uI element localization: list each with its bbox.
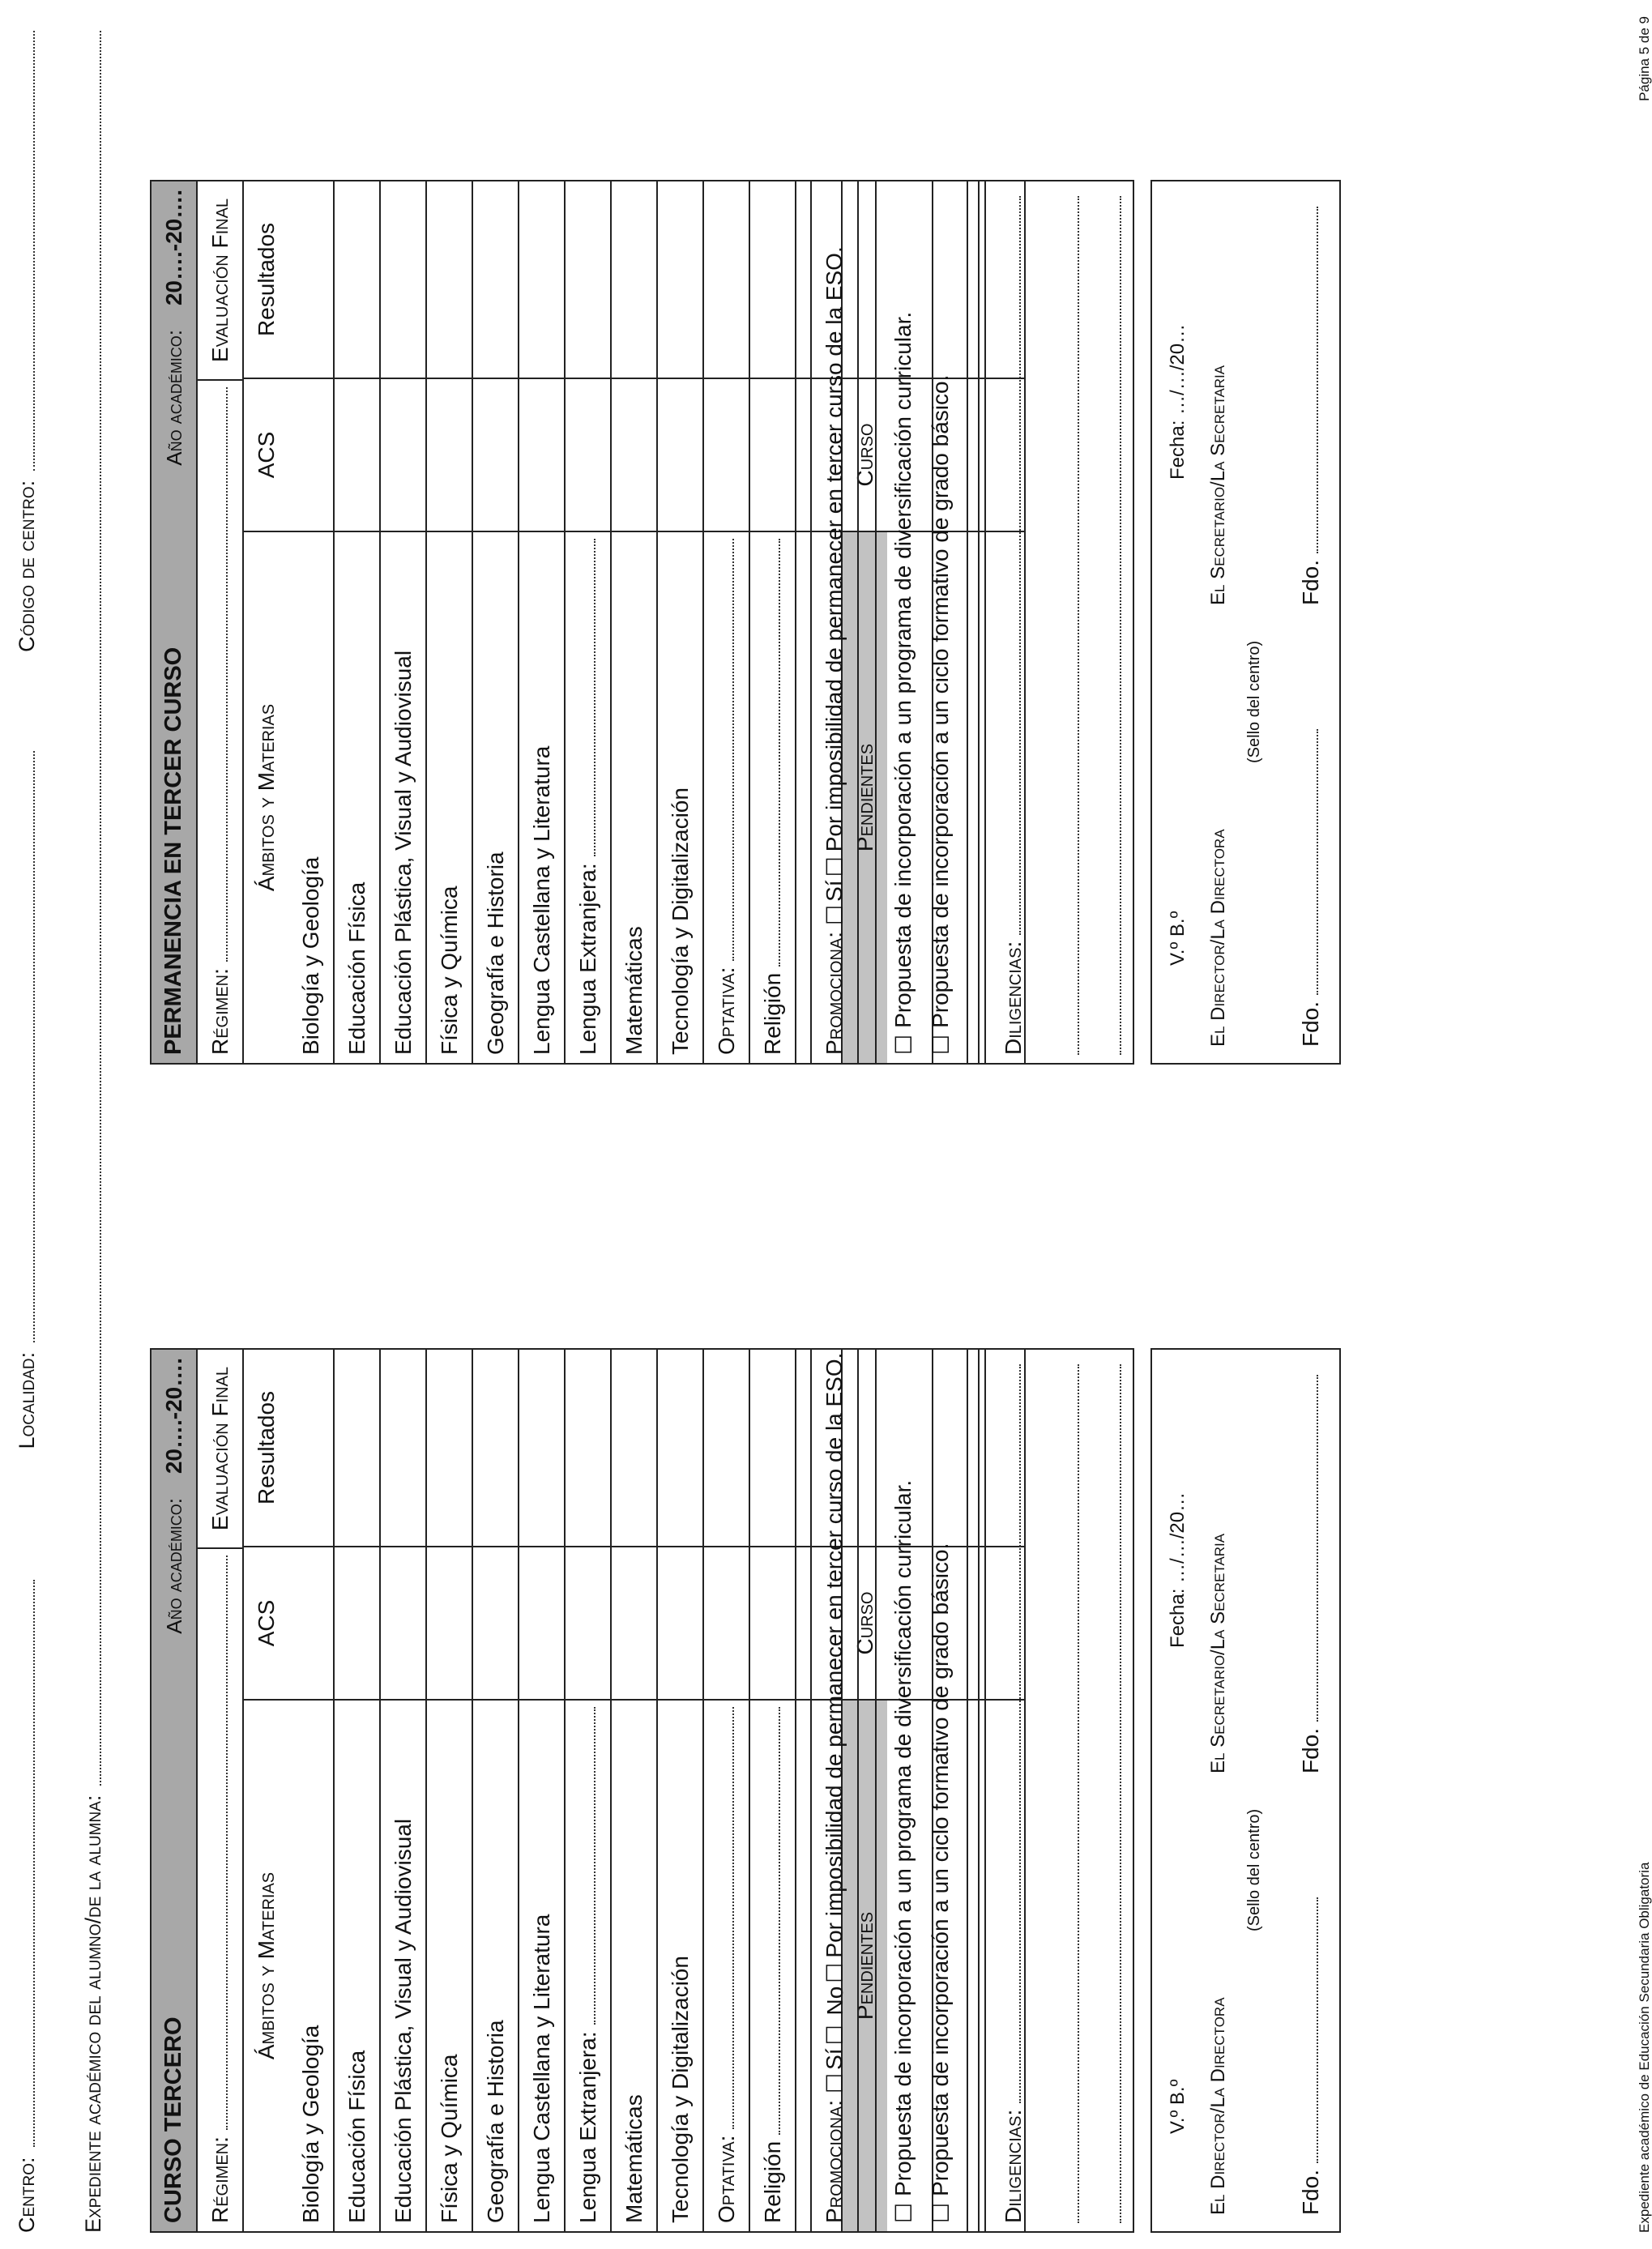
subject-label: Lengua Extranjera:	[574, 863, 600, 1055]
subject-label: Educación Plástica, Visual y Audiovisual	[390, 650, 416, 1055]
subject-name	[658, 532, 702, 1063]
diligencias-box	[984, 1348, 1134, 2233]
propuesta-2	[922, 1358, 959, 2223]
subject-dots[interactable]	[594, 539, 595, 856]
subject-dots[interactable]	[732, 1707, 734, 2129]
subject-label: Religión	[759, 972, 785, 1055]
subject-label: Educación Física	[344, 881, 369, 1055]
subject-label: Lengua Castellana y Literatura	[528, 745, 554, 1055]
subject-label: Geografía e Historia	[482, 2020, 508, 2223]
subject-label: Educación Plástica, Visual y Audiovisual	[390, 1818, 416, 2223]
result-cell[interactable]	[566, 1350, 610, 1547]
panel-title-row	[152, 1350, 196, 2231]
subject-name	[288, 1701, 333, 2231]
centro-label: Centro:	[15, 2157, 39, 2233]
panel-title: PERMANENCIA EN TERCER CURSO	[160, 647, 186, 1055]
fecha-label: Fecha: …/…/20…	[1167, 1492, 1189, 1648]
checkbox-propuesta-2[interactable]: ☐	[928, 1034, 954, 1055]
subject-name	[288, 532, 333, 1063]
regimen-cell[interactable]	[198, 381, 242, 1063]
subject-label: Tecnología y Digitalización	[667, 787, 693, 1055]
expediente-field[interactable]	[81, 31, 101, 1786]
subject-label: Biología y Geología	[297, 2025, 323, 2223]
subject-name	[750, 532, 795, 1063]
result-cell[interactable]	[381, 181, 425, 379]
subject-name	[612, 532, 656, 1063]
result-cell[interactable]	[704, 181, 749, 379]
director-label: El Director/La Directora	[1207, 829, 1229, 1047]
subject-name	[427, 1701, 472, 2231]
checkbox-imposibilidad[interactable]: ☐	[822, 856, 847, 877]
fdo-secretario-dots	[1317, 207, 1318, 553]
fdo-secretario-label: Fdo.	[1298, 559, 1323, 605]
acs-header: ACS	[244, 379, 288, 532]
propuestas-box	[875, 180, 968, 1065]
acs-cell[interactable]	[427, 379, 472, 532]
subject-name	[750, 1701, 795, 2231]
academic-year-value: 20….-20….	[160, 190, 186, 306]
subject-label: Optativa:	[713, 967, 739, 1055]
subject-row	[749, 181, 795, 1063]
diligencias-dots	[1019, 196, 1021, 935]
subject-row	[333, 1350, 379, 2231]
codigo-centro-field[interactable]	[15, 31, 35, 471]
subject-row	[518, 181, 564, 1063]
subject-row	[564, 181, 610, 1063]
pendientes-header: Pendientes	[843, 1701, 887, 2231]
subjects-list	[288, 181, 795, 1063]
result-cell[interactable]	[288, 1350, 333, 1547]
subject-name	[566, 532, 610, 1063]
subject-row	[472, 181, 518, 1063]
director-label: El Director/La Directora	[1207, 1997, 1229, 2215]
subject-name	[519, 532, 564, 1063]
result-cell[interactable]	[381, 1350, 425, 1547]
regimen-label: Régimen:	[207, 2136, 233, 2223]
subject-dots[interactable]	[732, 539, 734, 961]
subject-name	[381, 1701, 425, 2231]
diligencias-line-1[interactable]	[994, 1358, 1033, 2223]
subject-label: Física y Química	[436, 2054, 462, 2223]
propuesta-1-text: Propuesta de incorporación a un programa de diversificación curricular.	[890, 1479, 916, 2196]
footer-right: Página 5 de 9	[1637, 16, 1652, 101]
result-cell[interactable]	[335, 1350, 379, 1547]
subject-name	[427, 532, 472, 1063]
subject-row	[749, 1350, 795, 2231]
subject-name	[612, 1701, 656, 2231]
acs-header: ACS	[244, 1547, 288, 1701]
expediente-label: Expediente académico del alumno/de la alumna:	[81, 1795, 105, 2233]
subject-label: Tecnología y Digitalización	[667, 1956, 693, 2223]
result-cell[interactable]	[612, 181, 656, 379]
result-cell[interactable]	[566, 181, 610, 379]
acs-cell[interactable]	[381, 379, 425, 532]
fdo-director-label: Fdo.	[1298, 1001, 1323, 1047]
propuesta-2	[922, 190, 959, 1055]
acs-cell[interactable]	[658, 379, 702, 532]
acs-cell[interactable]	[750, 1547, 795, 1701]
subject-row	[288, 181, 333, 1063]
subject-label: Religión	[759, 2140, 785, 2223]
subject-label: Optativa:	[713, 2135, 739, 2223]
result-cell[interactable]	[704, 1350, 749, 1547]
diligencias-line-2[interactable]	[1033, 1364, 1079, 2223]
result-cell[interactable]	[473, 181, 518, 379]
subject-label: Matemáticas	[621, 2094, 647, 2223]
promociona-box	[810, 180, 859, 1065]
result-cell[interactable]	[658, 1350, 702, 1547]
fdo-director[interactable]	[1298, 723, 1324, 1047]
result-cell[interactable]	[473, 1350, 518, 1547]
subject-name	[519, 1701, 564, 2231]
checkbox-si[interactable]: ☐	[822, 904, 847, 925]
acs-cell[interactable]	[473, 379, 518, 532]
propuestas-box	[875, 1348, 968, 2233]
acs-cell[interactable]	[381, 1547, 425, 1701]
promociona-box	[810, 1348, 859, 2233]
result-cell[interactable]	[427, 181, 472, 379]
acs-cell[interactable]	[288, 379, 333, 532]
propuesta-2-text: Propuesta de incorporación a un ciclo formativo de grado básico.	[928, 374, 953, 1028]
sello-label: (Sello del centro)	[1245, 1808, 1263, 1931]
evaluacion-final-header: Evaluación Final	[198, 181, 242, 381]
secretario-label: El Secretario/La Secretaria	[1207, 365, 1229, 605]
diligencias-box	[984, 180, 1134, 1065]
propuesta-1	[885, 1358, 922, 2223]
resultados-header: Resultados	[244, 1350, 288, 1547]
acs-cell[interactable]	[750, 379, 795, 532]
acs-cell[interactable]	[519, 1547, 564, 1701]
result-cell[interactable]	[750, 1350, 795, 1547]
fdo-secretario-label: Fdo.	[1298, 1727, 1323, 1773]
acs-cell[interactable]	[566, 1547, 610, 1701]
subject-name	[473, 532, 518, 1063]
acs-cell[interactable]	[612, 1547, 656, 1701]
checkbox-si[interactable]: ☐	[822, 2072, 847, 2093]
regimen-row	[196, 181, 242, 1063]
subject-row	[379, 1350, 425, 2231]
academic-year	[161, 190, 187, 466]
academic-year-label: Año académico:	[161, 329, 186, 466]
fdo-secretario[interactable]	[1298, 200, 1324, 605]
regimen-label: Régimen:	[207, 968, 233, 1055]
diligencias-line-3[interactable]	[1079, 1364, 1121, 2223]
subject-row	[610, 181, 656, 1063]
diligencias-label: Diligencias:	[1001, 2109, 1026, 2223]
acs-cell[interactable]	[288, 1547, 333, 1701]
subjects-list	[288, 1350, 795, 2231]
signature-box	[1150, 180, 1341, 1065]
regimen-dots	[226, 387, 228, 962]
result-cell[interactable]	[519, 1350, 564, 1547]
no-label: No	[822, 1986, 847, 2016]
subject-row	[656, 181, 702, 1063]
checkbox-propuesta-1[interactable]: ☐	[890, 1034, 916, 1055]
acs-cell[interactable]	[566, 379, 610, 532]
vb-label: V.º B.º	[1167, 911, 1189, 966]
regimen-cell[interactable]	[198, 1549, 242, 2231]
subject-label: Lengua Castellana y Literatura	[528, 1914, 554, 2223]
subject-name	[658, 1701, 702, 2231]
panel-title-row	[152, 181, 196, 1063]
checkbox-propuesta-2[interactable]: ☐	[928, 2202, 954, 2223]
subject-row	[610, 1350, 656, 2231]
subject-row	[425, 181, 472, 1063]
panel-1	[150, 1348, 1323, 2233]
diligencias-line-3[interactable]	[1079, 196, 1121, 1055]
pendientes-header: Pendientes	[843, 532, 887, 1063]
acs-cell[interactable]	[704, 379, 749, 532]
result-cell[interactable]	[658, 181, 702, 379]
academic-year-value: 20….-20….	[160, 1358, 186, 1474]
subject-row	[656, 1350, 702, 2231]
localidad-label: Localidad:	[15, 1351, 39, 1449]
subject-row	[288, 1350, 333, 2231]
header-line-1	[15, 21, 40, 2233]
subject-row	[702, 181, 749, 1063]
acs-cell[interactable]	[335, 1547, 379, 1701]
propuesta-1	[885, 190, 922, 1055]
propuesta-1-text: Propuesta de incorporación a un programa de diversificación curricular.	[890, 311, 916, 1028]
fdo-director[interactable]	[1298, 1891, 1324, 2215]
subject-label: Educación Física	[344, 2050, 369, 2223]
regimen-row	[196, 1350, 242, 2231]
sello-label: (Sello del centro)	[1245, 640, 1263, 763]
subject-label: Matemáticas	[621, 926, 647, 1055]
imposibilidad-label: Por imposibilidad de permanecer en tercer curso de la ESO.	[822, 246, 847, 852]
subject-label: Geografía e Historia	[482, 851, 508, 1055]
academic-year-label: Año académico:	[161, 1497, 186, 1634]
subject-row	[379, 181, 425, 1063]
panel-title: CURSO TERCERO	[160, 2016, 186, 2223]
checkbox-no[interactable]: ☐	[822, 2025, 847, 2046]
result-cell[interactable]	[519, 181, 564, 379]
column-header-row	[242, 1350, 288, 2231]
acs-cell[interactable]	[612, 379, 656, 532]
codigo-centro-label: Código de centro:	[15, 480, 39, 652]
subject-name	[335, 532, 379, 1063]
imposibilidad-label: Por imposibilidad de permanecer en tercer curso de la ESO.	[822, 1352, 847, 1958]
fecha-label: Fecha: …/…/20…	[1167, 323, 1189, 480]
subject-label: Lengua Extranjera:	[574, 2031, 600, 2223]
subject-row	[472, 1350, 518, 2231]
result-cell[interactable]	[427, 1350, 472, 1547]
subject-row	[333, 181, 379, 1063]
result-cell[interactable]	[750, 181, 795, 379]
ambitos-header: Ámbitos y Materias	[253, 1871, 279, 2060]
subject-label: Biología y Geología	[297, 856, 323, 1055]
panel-2	[150, 180, 1323, 1065]
promociona-label: Promociona:	[822, 2099, 847, 2223]
subject-name	[704, 1701, 749, 2231]
signature-box	[1150, 1348, 1341, 2233]
subject-name	[381, 532, 425, 1063]
acs-cell[interactable]	[427, 1547, 472, 1701]
si-label: Sí	[822, 2048, 847, 2070]
si-label: Sí	[822, 880, 847, 902]
diligencias-line-2[interactable]	[1033, 196, 1079, 1055]
evaluacion-final-header: Evaluación Final	[198, 1350, 242, 1549]
secretario-label: El Secretario/La Secretaria	[1207, 1533, 1229, 1773]
acs-cell[interactable]	[473, 1547, 518, 1701]
result-cell[interactable]	[612, 1350, 656, 1547]
fdo-secretario-dots	[1317, 1375, 1318, 1722]
vb-label: V.º B.º	[1167, 2079, 1189, 2134]
subject-label: Física y Química	[436, 886, 462, 1055]
fdo-director-dots	[1317, 1897, 1318, 2163]
result-cell[interactable]	[335, 181, 379, 379]
subject-dots[interactable]	[594, 1707, 595, 2025]
fdo-director-dots	[1317, 729, 1318, 995]
regimen-dots	[226, 1556, 228, 2130]
subject-name	[335, 1701, 379, 2231]
subject-name	[704, 532, 749, 1063]
subject-dots[interactable]	[779, 539, 780, 967]
no-option	[822, 1987, 848, 2049]
subject-name	[473, 1701, 518, 2231]
header-line-2	[81, 21, 106, 2233]
result-cell[interactable]	[288, 181, 333, 379]
academic-year	[161, 1358, 187, 1634]
diligencias-line-1[interactable]	[994, 190, 1033, 1055]
diligencias-dots	[1019, 1364, 1021, 2103]
propuesta-2-text: Propuesta de incorporación a un ciclo formativo de grado básico.	[928, 1543, 953, 2196]
subject-row	[518, 1350, 564, 2231]
footer-left: Expediente académico de Educación Secundaria Obligatoria	[1637, 1862, 1652, 2233]
resultados-header: Resultados	[244, 181, 288, 379]
fdo-director-label: Fdo.	[1298, 2169, 1323, 2215]
acs-cell[interactable]	[335, 379, 379, 532]
fdo-secretario[interactable]	[1298, 1368, 1324, 1773]
promociona-label: Promociona:	[822, 931, 847, 1055]
checkbox-propuesta-1[interactable]: ☐	[890, 2202, 916, 2223]
curso-header: Curso	[843, 379, 887, 532]
subject-row	[425, 1350, 472, 2231]
acs-cell[interactable]	[658, 1547, 702, 1701]
subject-name	[566, 1701, 610, 2231]
subject-dots[interactable]	[779, 1707, 780, 2135]
curso-header: Curso	[843, 1547, 887, 1701]
ambitos-header: Ámbitos y Materias	[253, 703, 279, 892]
checkbox-imposibilidad[interactable]: ☐	[822, 1962, 847, 1983]
subject-row	[564, 1350, 610, 2231]
diligencias-label: Diligencias:	[1001, 941, 1026, 1055]
acs-cell[interactable]	[704, 1547, 749, 1701]
centro-field[interactable]	[15, 1581, 35, 2148]
acs-cell[interactable]	[519, 379, 564, 532]
localidad-field[interactable]	[15, 751, 35, 1342]
subject-row	[702, 1350, 749, 2231]
column-header-row	[242, 181, 288, 1063]
